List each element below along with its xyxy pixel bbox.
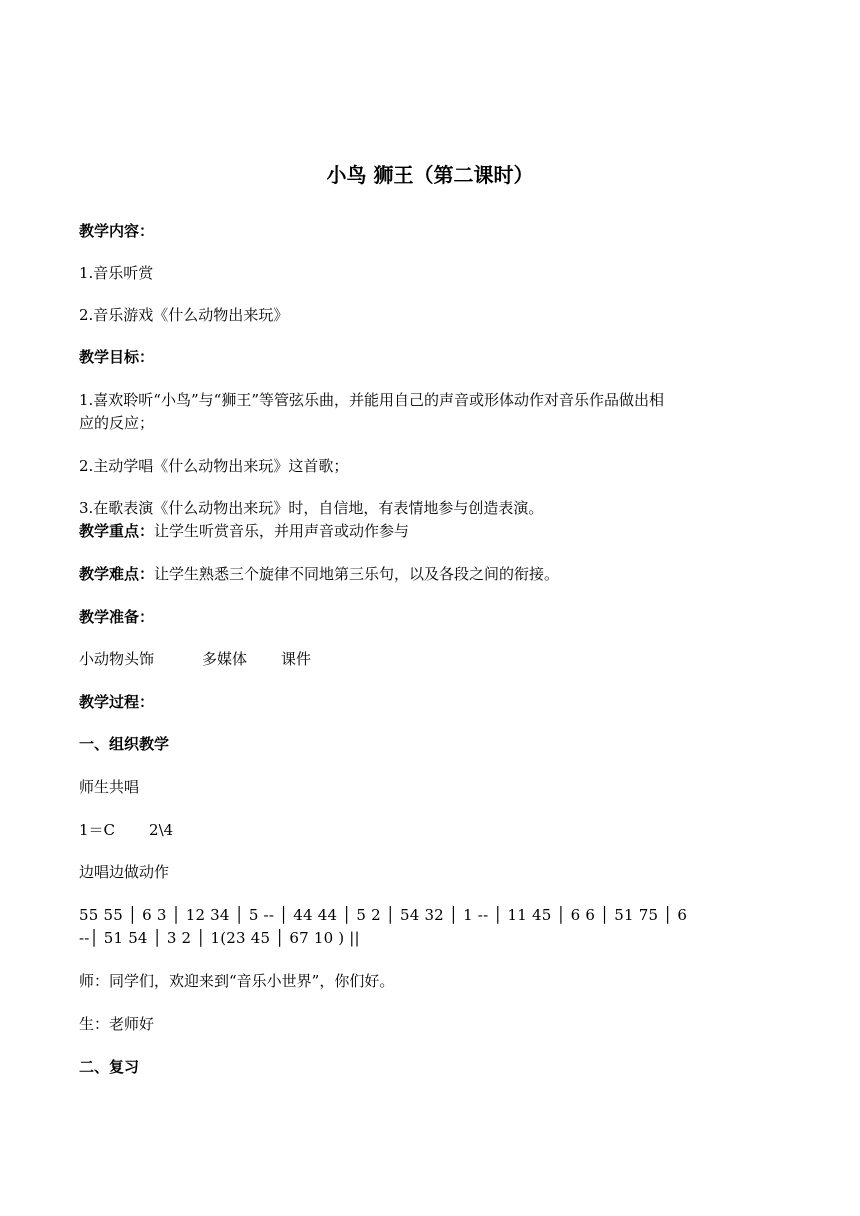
goal-item-1-line-1: 1.喜欢聆听“小鸟”与“狮王”等管弦乐曲，并能用自己的声音或形体动作对音乐作品做出相 (79, 391, 664, 409)
time-signature: 2\4 (149, 821, 174, 839)
prep-heading: 教学准备： (79, 608, 155, 626)
prep-item-2: 多媒体 (202, 650, 248, 668)
content-heading: 教学内容： (79, 222, 155, 240)
goal-item-2: 2.主动学唱《什么动物出来玩》这首歌； (79, 457, 349, 475)
page-title: 小鸟 狮王（第二课时） (326, 163, 534, 187)
key-point (79, 519, 781, 543)
prep-items (79, 647, 781, 671)
section-1-heading: 一、组织教学 (79, 735, 170, 753)
section-2-heading: 二、复习 (79, 1058, 140, 1076)
key-point-text: 让学生听赏音乐，并用声音或动作参与 (154, 522, 410, 540)
teacher-line: 师：同学们，欢迎来到“音乐小世界”，你们好。 (79, 972, 395, 990)
difficulty-point (79, 562, 781, 586)
notation-line-1: 55 55 │ 6 3 │ 12 34 │ 5 -- │ 44 44 │ 5 2 │ 54 32 │ 1 -- │ 11 45 │ 6 6 │ 51 75 │ 6 (79, 906, 688, 924)
process-heading: 教学过程： (79, 693, 155, 711)
key-time-signature (79, 818, 781, 842)
notation-line-2: --│ 51 54 │ 3 2 │ 1(23 45 │ 67 10 ) || (79, 929, 360, 947)
sing-together: 师生共唱 (79, 778, 140, 796)
prep-item-1: 小动物头饰 (79, 650, 155, 668)
difficulty-label: 教学难点： (79, 565, 155, 583)
key-signature: 1＝C (79, 821, 116, 839)
student-line: 生：老师好 (79, 1015, 155, 1033)
key-point-label: 教学重点： (79, 522, 155, 540)
sing-action: 边唱边做动作 (79, 863, 170, 881)
goals-heading: 教学目标： (79, 348, 155, 366)
prep-item-3: 课件 (281, 650, 312, 668)
goal-item-1-line-2: 应的反应； (79, 414, 155, 432)
difficulty-text: 让学生熟悉三个旋律不同地第三乐句，以及各段之间的衔接。 (154, 565, 560, 583)
content-item-1: 1.音乐听赏 (79, 264, 154, 282)
content-item-2: 2.音乐游戏《什么动物出来玩》 (79, 306, 289, 324)
goal-item-3: 3.在歌表演《什么动物出来玩》时，自信地，有表情地参与创造表演。 (79, 499, 544, 517)
